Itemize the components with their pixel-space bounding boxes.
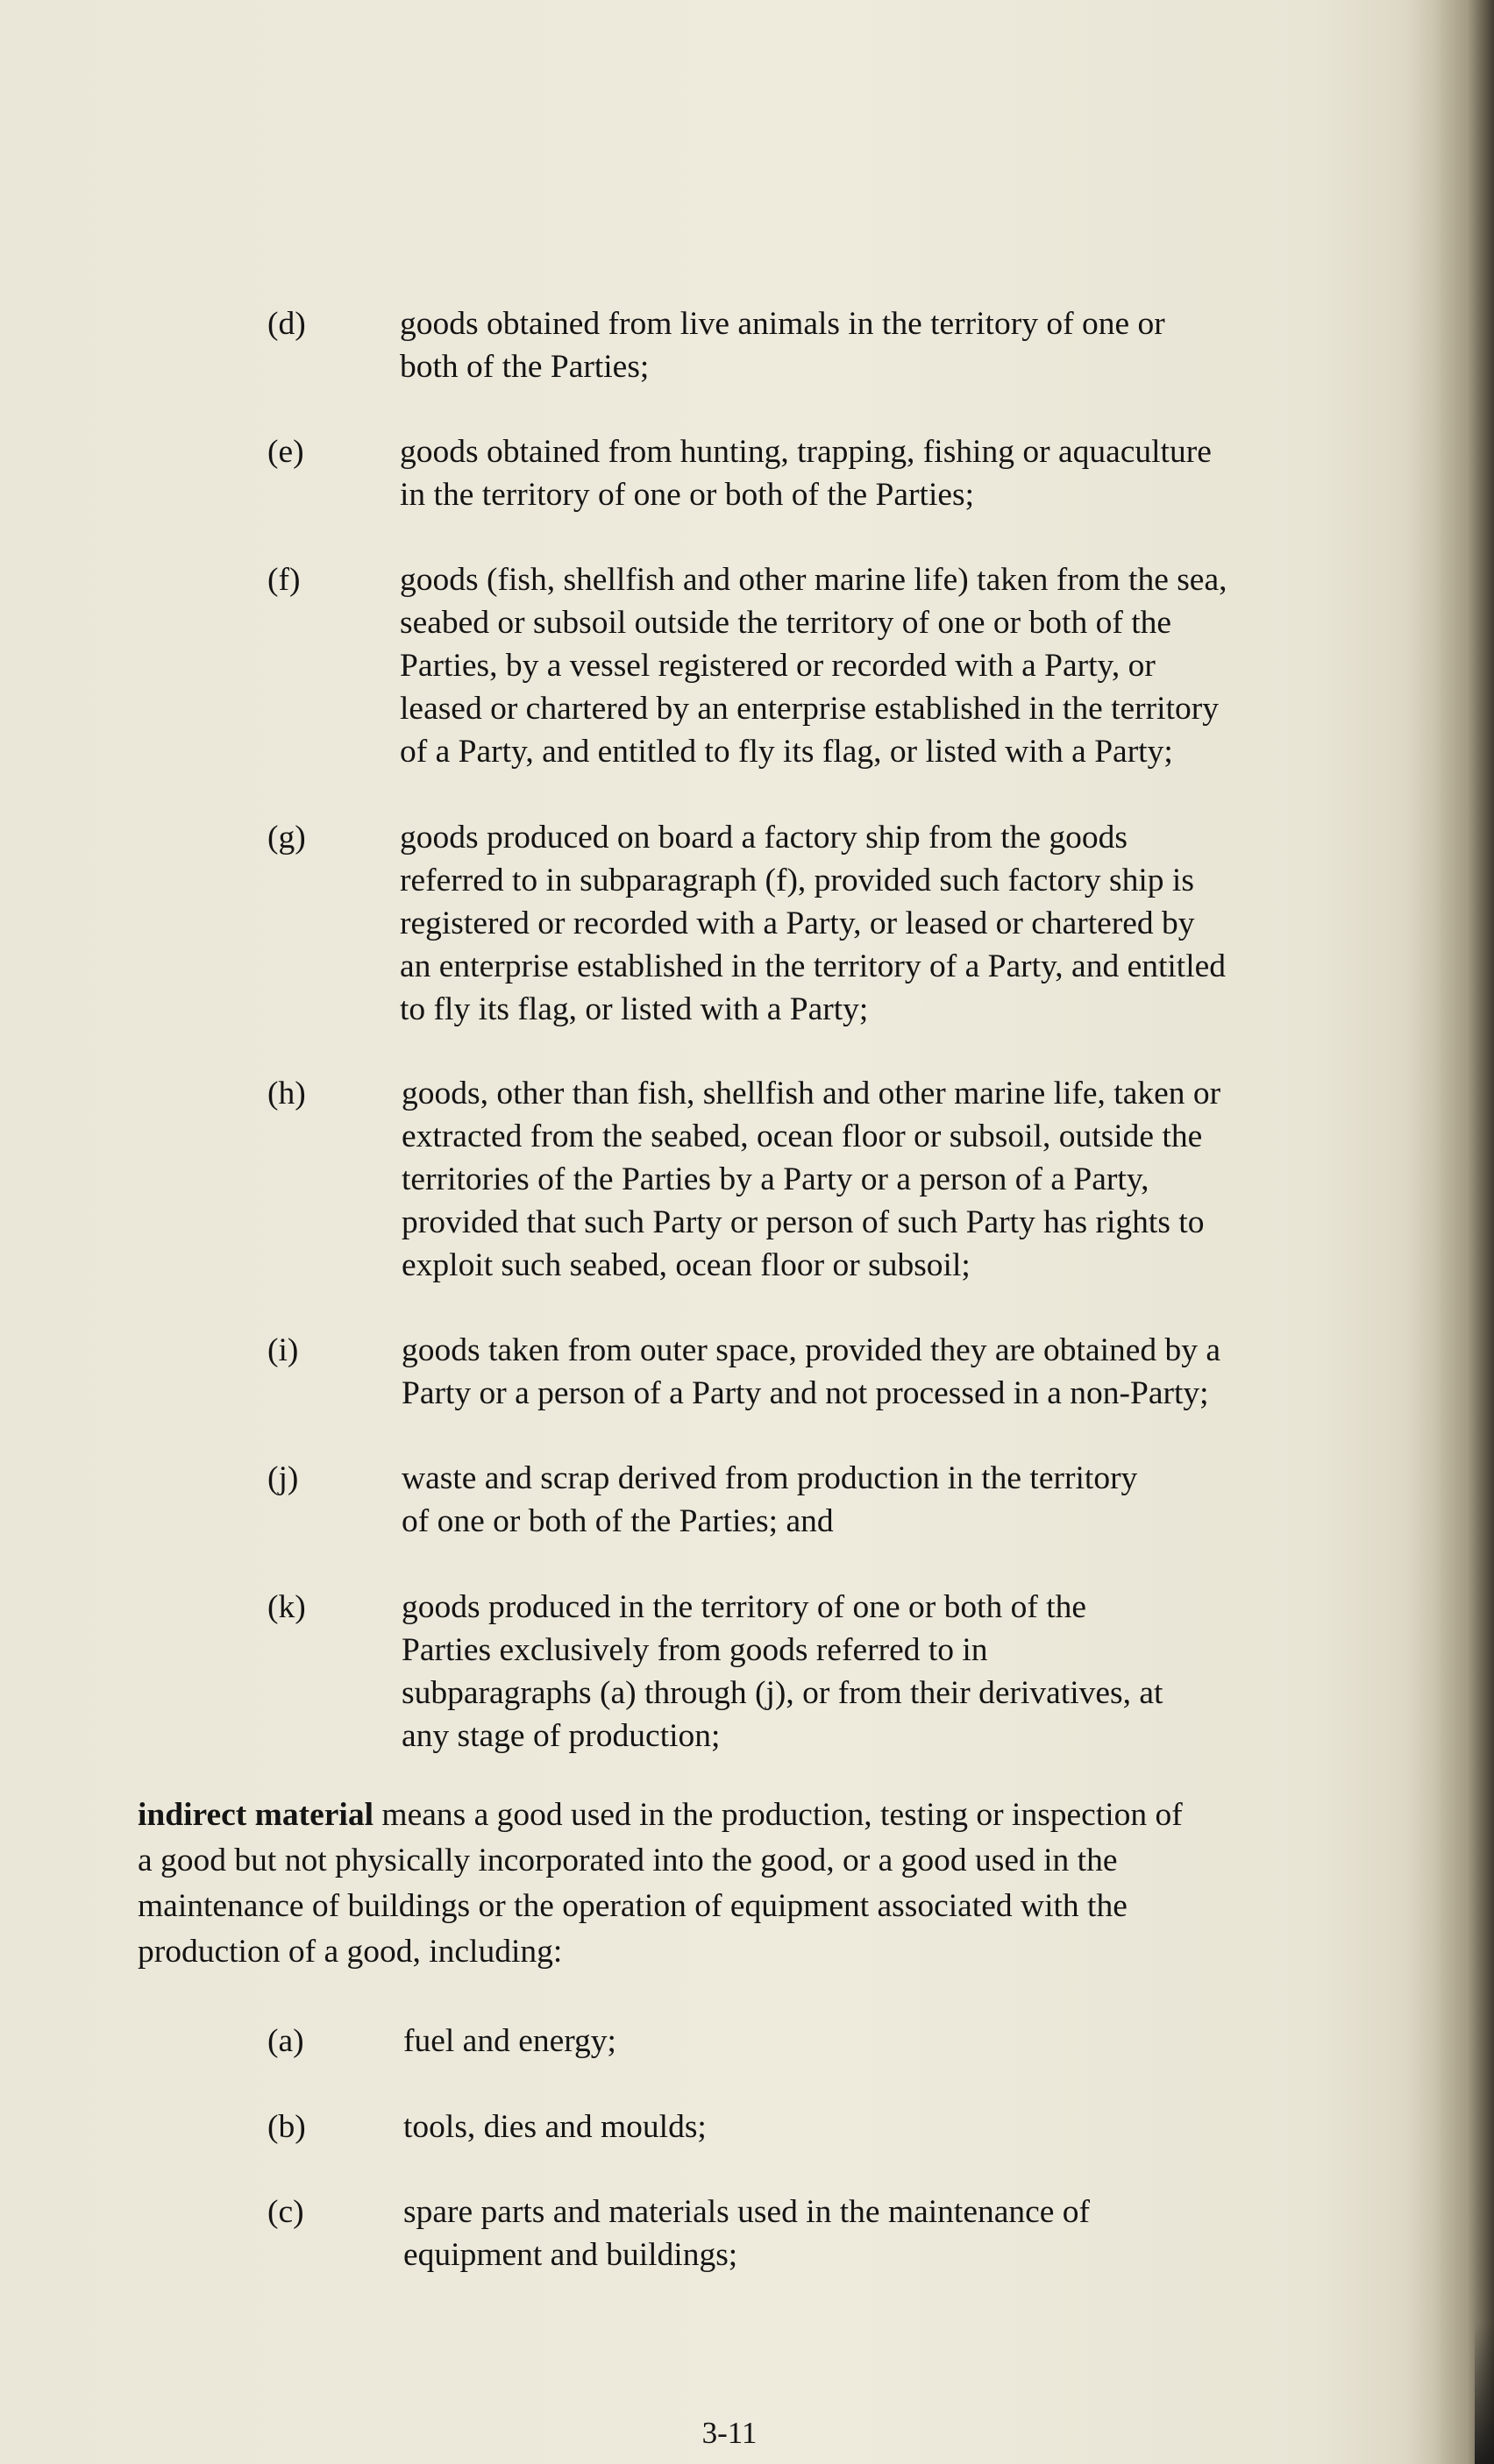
item-label: (i) (267, 1332, 299, 1368)
item-label: (g) (267, 820, 306, 856)
item-text: tools, dies and moulds; (403, 2109, 707, 2145)
book-spine-edge (1475, 2323, 1494, 2464)
item-text: goods produced on board a factory ship from the goods referred to in subparagraph (f), provided such factory ship is registered or recorded with a Party, or leased or chartered by an enterprise established in the territory of a Party, and entitled to fly its flag, or listed with a Party; (400, 820, 1227, 1027)
item-label: (k) (267, 1589, 306, 1625)
item-text: goods produced in the territory of one or both of the Parties exclusively from goods referred to in subparagraphs (a) through (j), or from their derivatives, at any stage of production; (402, 1589, 1163, 1754)
book-spine-shadow (1406, 0, 1494, 2464)
item-text: goods taken from outer space, provided they are obtained by a Party or a person of a Party and not processed in a non-Party; (402, 1332, 1221, 1411)
item-text: goods (fish, shellfish and other marine life) taken from the sea, seabed or subsoil outside the territory of one or both of the Parties, by a vessel registered or recorded with a Party, or leased or chartered by an enterprise established in the territory of a Party, and entitled to fly its flag, or listed with a Party; (400, 562, 1227, 770)
item-label: (f) (267, 562, 301, 598)
item-label: (h) (267, 1076, 306, 1111)
indirect-material-definition (138, 1793, 1356, 1975)
item-label: (e) (267, 434, 304, 470)
item-text: spare parts and materials used in the maintenance of equipment and buildings; (403, 2194, 1091, 2273)
item-text: goods, other than fish, shellfish and other marine life, taken or extracted from the seabed, ocean floor or subsoil, outside the territories of the Parties by a Party or a person of a Party, provided that such Party or person of such Party has rights to exploit such seabed, ocean floor or subsoil; (402, 1076, 1221, 1283)
definition-text: means a good used in the production, testing or inspection of a good but not physically incorporated into the good, or a good used in the maintenance of buildings or the operation of equipment associated with the production of a good, including: (138, 1797, 1183, 1970)
item-text: goods obtained from hunting, trapping, fishing or aquaculture in the territory of one or both of the Parties; (400, 434, 1212, 513)
item-text: fuel and energy; (403, 2023, 616, 2059)
item-label: (j) (267, 1460, 299, 1496)
page-number: 3-11 (701, 2416, 758, 2450)
defined-term: indirect material (138, 1797, 374, 1833)
item-label: (a) (267, 2023, 304, 2059)
item-text: waste and scrap derived from production in the territory of one or both of the Parties; and (402, 1460, 1138, 1539)
item-text: goods obtained from live animals in the territory of one or both of the Parties; (400, 306, 1165, 385)
item-label: (d) (267, 306, 306, 342)
item-label: (c) (267, 2194, 304, 2230)
item-label: (b) (267, 2109, 306, 2145)
